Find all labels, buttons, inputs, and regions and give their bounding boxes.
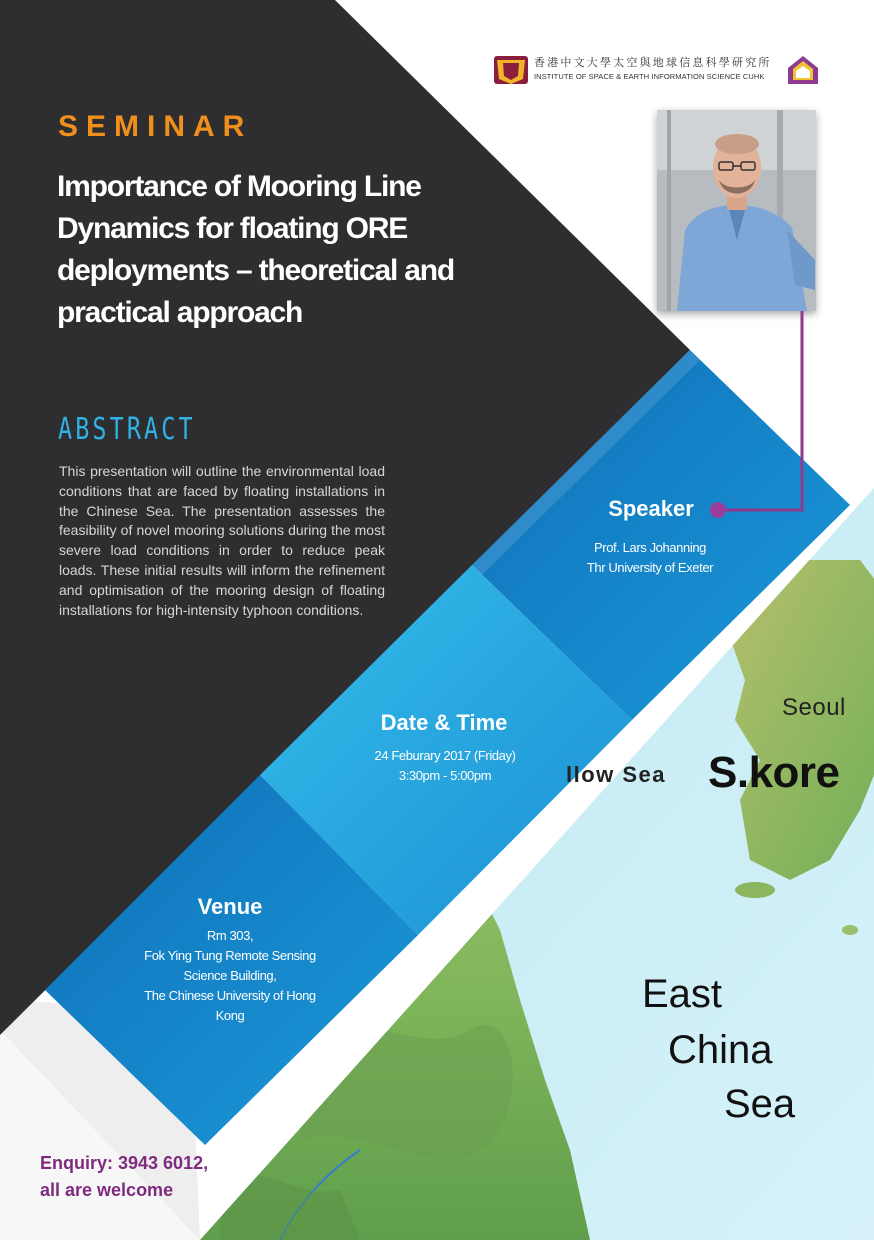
map-label-east: East — [642, 972, 723, 1016]
speaker-heading: Speaker — [608, 496, 694, 521]
venue-heading: Venue — [197, 894, 263, 919]
map-label-seoul: Seoul — [782, 694, 846, 721]
event-date: 24 Feburary 2017 (Friday) — [374, 748, 516, 763]
seminar-title: Importance of Mooring Line Dynamics for floating ORE deployments – theoretical and practical approach — [57, 170, 454, 329]
enquiry-line-1: Enquiry: 3943 6012, — [40, 1153, 209, 1173]
map-label-yellow-sea: llow Sea — [566, 762, 667, 787]
venue-line-4: The Chinese University of Hong — [144, 988, 316, 1003]
enquiry-line-2: all are welcome — [40, 1180, 174, 1200]
venue-line-5: Kong — [215, 1008, 245, 1023]
abstract-text: This presentation will outline the environmental load conditions that are faced by floating installations in the Chinese Sea. The presentation assesses the feasibility of novel mooring solutions during the most severe load conditions in order to reduce peak loads. These initial results will inform the refinement and optimisation of the mooring design of floating installations for high-intensity typhoon conditions. — [59, 463, 385, 618]
venue-line-3: Science Building, — [183, 968, 277, 983]
speaker-name: Prof. Lars Johanning — [594, 540, 706, 555]
speaker-affiliation: Thr University of Exeter — [586, 560, 714, 575]
seminar-label: SEMINAR — [58, 110, 253, 143]
datetime-heading: Date & Time — [380, 710, 508, 735]
venue-line-2: Fok Ying Tung Remote Sensing — [144, 948, 316, 963]
map-label-south-korea: S.kore — [708, 748, 840, 797]
speaker-details — [560, 538, 740, 578]
speaker-photo — [657, 110, 816, 311]
venue-details — [120, 926, 340, 1026]
venue-line-1: Rm 303, — [206, 928, 254, 943]
map-label-sea: Sea — [724, 1082, 796, 1126]
iseis-mark-logo — [788, 56, 818, 84]
abstract-label: ABSTRACT — [58, 412, 196, 447]
org-name-english: INSTITUTE OF SPACE & EARTH INFORMATION SCIENCE CUHK — [534, 72, 765, 81]
cuhk-crest-logo — [494, 56, 528, 84]
org-name-chinese: 香港中文大學太空與地球信息科學研究所 — [534, 56, 772, 69]
datetime-details — [350, 746, 540, 786]
event-time: 3:30pm - 5:00pm — [398, 768, 492, 783]
enquiry-text — [40, 1150, 240, 1204]
map-label-china: China — [668, 1028, 773, 1072]
